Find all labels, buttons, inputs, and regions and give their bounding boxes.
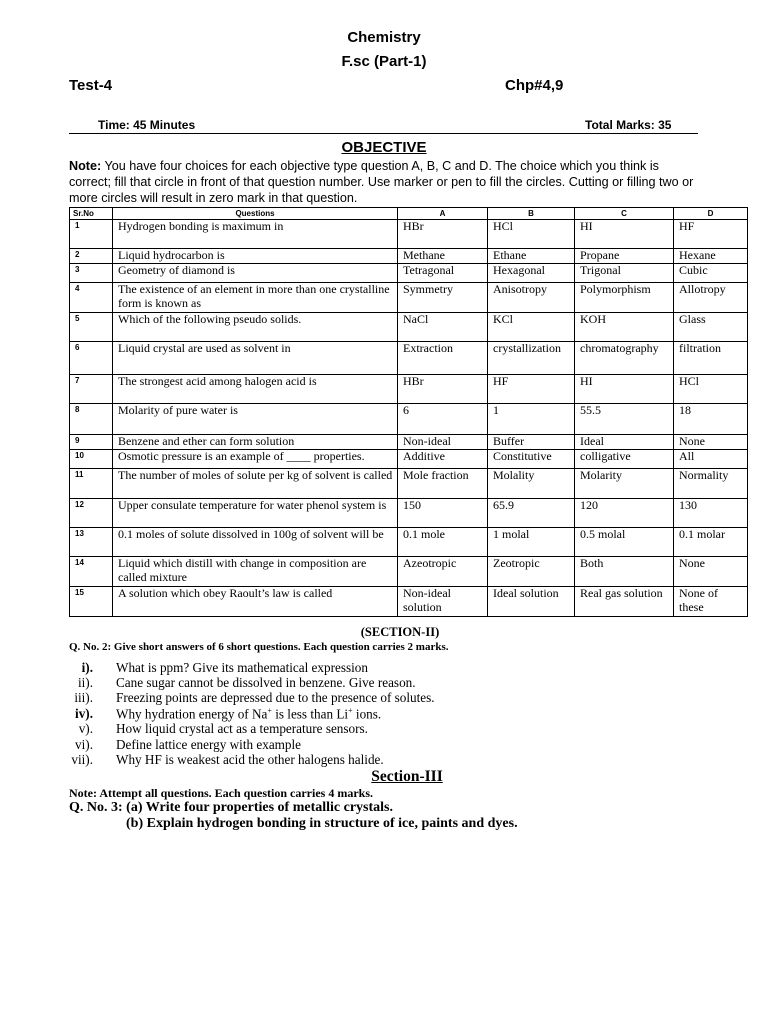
table-row — [70, 469, 748, 499]
text-part: is less than Li — [271, 706, 349, 722]
question-number: 14 — [70, 557, 113, 587]
option-c: Polymorphism — [575, 283, 674, 313]
question-text: 0.1 moles of solute dissolved in 100g of solvent will be — [113, 528, 398, 557]
option-b: 1 molal — [488, 528, 575, 557]
table-row — [70, 450, 748, 469]
question-number: 4 — [70, 283, 113, 313]
option-a: NaCl — [398, 313, 488, 342]
option-c: 55.5 — [575, 404, 674, 435]
short-question-number: vii). — [71, 752, 93, 767]
option-d: HCl — [674, 375, 748, 404]
header-divider — [69, 133, 698, 134]
option-b: Ideal solution — [488, 587, 575, 617]
option-a: Additive — [398, 450, 488, 469]
question-text: Molarity of pure water is — [113, 404, 398, 435]
note-text: You have four choices for each objective type question A, B, C and D. The choice which you think is correct; fill that circle in front of that question number. Use marker or pen to fill the circles. Cutting or filling two or more circles will result in zero mark in that question. — [69, 159, 694, 205]
col-header-b: B — [488, 208, 575, 220]
option-b: Molality — [488, 469, 575, 499]
note-label: Note: — [69, 159, 102, 173]
table-row — [70, 283, 748, 313]
option-a: Azeotropic — [398, 557, 488, 587]
question3-part-b: (b) Explain hydrogen bonding in structure of ice, paints and dyes. — [126, 816, 518, 831]
option-c: Ideal — [575, 435, 674, 450]
option-d: None of these — [674, 587, 748, 617]
objective-note — [69, 158, 699, 206]
option-c: HI — [575, 375, 674, 404]
option-a: Mole fraction — [398, 469, 488, 499]
option-b: Anisotropy — [488, 283, 575, 313]
question3-part-a: Q. No. 3: (a) Write four properties of metallic crystals. — [69, 800, 394, 815]
option-b: 65.9 — [488, 499, 575, 528]
section2-heading: (SECTION-II) — [360, 625, 440, 639]
short-question-text: How liquid crystal act as a temperature sensors. — [116, 721, 368, 736]
total-marks: Total Marks: 35 — [585, 118, 672, 132]
option-d: Allotropy — [674, 283, 748, 313]
short-question-number: ii). — [77, 675, 93, 690]
question-text: Geometry of diamond is — [113, 264, 398, 283]
option-c: 0.5 molal — [575, 528, 674, 557]
table-row — [70, 557, 748, 587]
section3-heading: Section-III — [371, 768, 443, 785]
table-row — [70, 342, 748, 375]
option-c: Trigonal — [575, 264, 674, 283]
question-number: 13 — [70, 528, 113, 557]
short-question — [69, 706, 689, 722]
short-question-text: Define lattice energy with example — [116, 737, 302, 752]
option-a: Non-ideal solution — [398, 587, 488, 617]
short-question-text: Freezing points are depressed due to the presence of solutes. — [116, 690, 435, 705]
option-d: Glass — [674, 313, 748, 342]
class-title: F.sc (Part-1) — [341, 53, 427, 70]
option-b: Zeotropic — [488, 557, 575, 587]
table-row — [70, 587, 748, 617]
option-c: 120 — [575, 499, 674, 528]
option-b: KCl — [488, 313, 575, 342]
short-question-number: vi). — [75, 737, 93, 752]
short-question — [69, 752, 689, 768]
question-number: 5 — [70, 313, 113, 342]
question-text: A solution which obey Raoult’s law is called — [113, 587, 398, 617]
option-a: Symmetry — [398, 283, 488, 313]
question-number: 1 — [70, 220, 113, 249]
option-a: 150 — [398, 499, 488, 528]
question-text: Liquid hydrocarbon is — [113, 249, 398, 264]
question-number: 3 — [70, 264, 113, 283]
test-number: Test-4 — [69, 77, 113, 94]
short-question-number: v). — [78, 721, 93, 736]
short-question-text: Why HF is weakest acid the other halogens halide. — [116, 752, 384, 767]
option-b: Hexagonal — [488, 264, 575, 283]
table-row — [70, 528, 748, 557]
chapter-numbers: Chp#4,9 — [505, 77, 564, 94]
short-question — [69, 737, 689, 753]
objective-table — [69, 207, 748, 617]
option-c: Propane — [575, 249, 674, 264]
option-d: filtration — [674, 342, 748, 375]
option-c: KOH — [575, 313, 674, 342]
short-question-number: iii). — [74, 690, 93, 705]
table-row — [70, 435, 748, 450]
short-question — [69, 690, 689, 706]
short-question — [69, 721, 689, 737]
option-d: 0.1 molar — [674, 528, 748, 557]
option-d: 18 — [674, 404, 748, 435]
col-header-srno: Sr.No — [70, 208, 113, 220]
option-d: HF — [674, 220, 748, 249]
short-question — [69, 675, 689, 691]
col-header-questions: Questions — [113, 208, 398, 220]
superscript: + — [348, 706, 353, 715]
question-number: 12 — [70, 499, 113, 528]
time-allowed: Time: 45 Minutes — [98, 118, 196, 132]
table-row — [70, 499, 748, 528]
short-question-number: i). — [81, 660, 93, 675]
option-a: HBr — [398, 375, 488, 404]
objective-heading: OBJECTIVE — [341, 139, 427, 156]
col-header-a: A — [398, 208, 488, 220]
question-text: Liquid crystal are used as solvent in — [113, 342, 398, 375]
section2-instruction: Q. No. 2: Give short answers of 6 short questions. Each question carries 2 marks. — [69, 641, 449, 653]
option-b: Ethane — [488, 249, 575, 264]
option-d: Hexane — [674, 249, 748, 264]
question-number: 6 — [70, 342, 113, 375]
question-text: The strongest acid among halogen acid is — [113, 375, 398, 404]
question-text: Benzene and ether can form solution — [113, 435, 398, 450]
short-question-number: iv). — [75, 706, 93, 721]
short-question-text: What is ppm? Give its mathematical expression — [116, 660, 368, 675]
table-row — [70, 264, 748, 283]
table-row — [70, 220, 748, 249]
option-a: Methane — [398, 249, 488, 264]
question-number: 9 — [70, 435, 113, 450]
col-header-c: C — [575, 208, 674, 220]
text-part: ions. — [352, 706, 382, 722]
question-number: 7 — [70, 375, 113, 404]
col-header-d: D — [674, 208, 748, 220]
option-c: colligative — [575, 450, 674, 469]
question-text: Upper consulate temperature for water phenol system is — [113, 499, 398, 528]
option-b: 1 — [488, 404, 575, 435]
superscript: + — [267, 706, 272, 715]
question-number: 11 — [70, 469, 113, 499]
question-number: 15 — [70, 587, 113, 617]
table-header-row — [70, 208, 748, 220]
option-c: HI — [575, 220, 674, 249]
question-text: Hydrogen bonding is maximum in — [113, 220, 398, 249]
option-c: Molarity — [575, 469, 674, 499]
table-row — [70, 249, 748, 264]
option-b: Buffer — [488, 435, 575, 450]
table-row — [70, 375, 748, 404]
question-text: Osmotic pressure is an example of ____ properties. — [113, 450, 398, 469]
table-row — [70, 404, 748, 435]
option-d: None — [674, 557, 748, 587]
option-a: Extraction — [398, 342, 488, 375]
text-part: Why hydration energy of Na — [116, 706, 268, 722]
option-c: Both — [575, 557, 674, 587]
option-a: 6 — [398, 404, 488, 435]
short-question — [69, 660, 689, 676]
table-row — [70, 313, 748, 342]
question-text: Liquid which distill with change in composition are called mixture — [113, 557, 398, 587]
question-text: Which of the following pseudo solids. — [113, 313, 398, 342]
question-text: The number of moles of solute per kg of solvent is called — [113, 469, 398, 499]
short-question-text: Cane sugar cannot be dissolved in benzene. Give reason. — [116, 675, 416, 690]
option-a: HBr — [398, 220, 488, 249]
section3-note: Note: Attempt all questions. Each question carries 4 marks. — [69, 786, 373, 800]
option-c: chromatography — [575, 342, 674, 375]
option-b: Constitutive — [488, 450, 575, 469]
question-number: 8 — [70, 404, 113, 435]
option-d: None — [674, 435, 748, 450]
question-number: 2 — [70, 249, 113, 264]
option-c: Real gas solution — [575, 587, 674, 617]
option-d: Normality — [674, 469, 748, 499]
option-a: 0.1 mole — [398, 528, 488, 557]
short-question-text — [116, 706, 381, 722]
option-b: HCl — [488, 220, 575, 249]
option-a: Tetragonal — [398, 264, 488, 283]
option-d: All — [674, 450, 748, 469]
question-text: The existence of an element in more than one crystalline form is known as — [113, 283, 398, 313]
question-number: 10 — [70, 450, 113, 469]
option-a: Non-ideal — [398, 435, 488, 450]
option-d: Cubic — [674, 264, 748, 283]
subject-title: Chemistry — [347, 29, 421, 46]
option-b: crystallization — [488, 342, 575, 375]
option-d: 130 — [674, 499, 748, 528]
option-b: HF — [488, 375, 575, 404]
